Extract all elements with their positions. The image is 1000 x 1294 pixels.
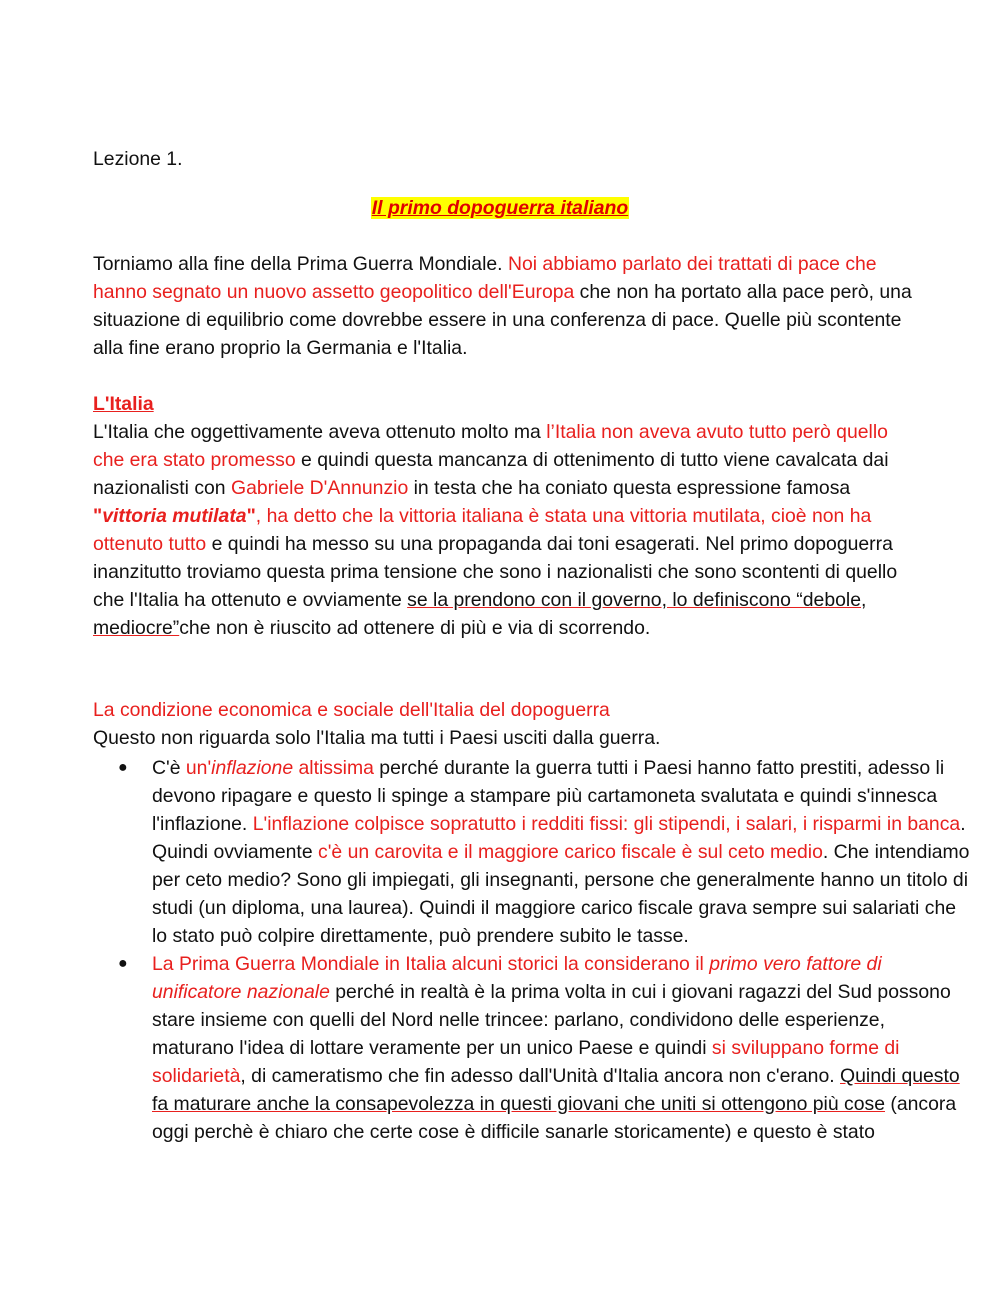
bullet-red: si sviluppano forme di solidarietà [152, 1037, 900, 1087]
intro-paragraph [93, 250, 913, 362]
italia-heading-text: L'Italia [93, 393, 154, 415]
bullet-icon: ● [118, 759, 128, 776]
economia-intro: Questo non riguarda solo l'Italia ma tutti i Paesi usciti dalla guerra. [93, 727, 661, 749]
dannunzio-name: Gabriele D'Annunzio [230, 477, 409, 499]
italia-paragraph [93, 418, 913, 642]
bullet-text: C'è [152, 757, 186, 779]
bullet-text: . Che intendiamo per ceto medio? Sono gli impiegati, gli insegnanti, persone che generalmente hanno un titolo di studi (un diploma, una laurea). Quindi il maggiore carico fiscale grava sempre sui salariati che lo stato può colpire direttamente, può prendere subito le tasse. [152, 841, 970, 947]
quote-mark: " [246, 505, 256, 527]
economia-bullet-list [93, 754, 972, 1146]
italia-red-explanation: , ha detto che la vittoria italiana è stata una vittoria mutilata, cioè non ha ottenuto tutto [93, 505, 872, 555]
intro-highlight: Noi abbiamo parlato dei trattati di pace che hanno segnato un nuovo assetto geopolitico dell'Europa [93, 253, 877, 303]
inflazione-term: inflazione [211, 757, 294, 779]
bullet-text: perché durante la guerra tutti i Paesi hanno fatto prestiti, adesso li devono ripagare e questo li spinge a stampare più cartamoneta svalutata e quindi s'innesca l'inflazione. [152, 757, 945, 835]
italia-text: e quindi ha messo su una propaganda dai toni esagerati. Nel primo dopoguerra inanzitutto troviamo questa prima tensione che sono i nazionalisti che sono scontenti di quello che l'Italia ha ottenuto e ovviamente [93, 533, 898, 611]
bullet-text: perché in realtà è la prima volta in cui i giovani ragazzi del Sud possono stare insieme con quelli del Nord nelle trincee: parlano, condividono delle esperienze, maturano l'idea di lottare veramente per un unico Paese e quindi [152, 981, 951, 1059]
italia-text: in testa che ha coniato questa espressione famosa [408, 477, 851, 499]
bullet-red: c'è un carovita e il maggiore carico fiscale è sul ceto medio [318, 841, 823, 863]
list-item [118, 950, 972, 1146]
economia-heading-text: La condizione economica e sociale dell'Italia del dopoguerra [93, 699, 610, 721]
bullet-red: un' [185, 757, 212, 779]
italia-text: L'Italia che oggettivamente aveva ottenuto molto ma [93, 421, 547, 443]
italia-red-promise: l’Italia non aveva avuto tutto però quello che era stato promesso [93, 421, 888, 471]
bullet-red-italic: primo vero fattore di unificatore nazionale [152, 953, 882, 1003]
underlined-governo: se la prendono con il governo, lo definiscono “debole, mediocre” [93, 589, 867, 639]
document-title [0, 194, 1000, 222]
bullet-text: , di cameratismo che fin adesso dall'Unità d'Italia ancora non c'erano. [240, 1065, 841, 1087]
quote-mark: " [93, 505, 103, 527]
intro-text: Torniamo alla fine della Prima Guerra Mondiale. [93, 253, 508, 275]
italia-heading [93, 390, 913, 418]
list-item [118, 754, 972, 950]
bullet-red: altissima [293, 757, 374, 779]
bullet-text: (ancora oggi perchè è chiaro che certe cose è difficile sanarle storicamente) e questo è stato [152, 1093, 957, 1143]
italia-text: che non è riuscito ad ottenere di più e via di scorrendo. [179, 617, 651, 639]
italia-text: e quindi questa mancanza di ottenimento di tutto viene cavalcata dai nazionalisti con [93, 449, 889, 499]
vittoria-mutilata: vittoria mutilata [102, 505, 247, 527]
intro-text-end: che non ha portato alla pace però, una situazione di equilibrio come dovrebbe essere in una conferenza di pace. Quelle più scontente alla fine erano proprio la Germania e l'Italia. [93, 281, 912, 359]
bullet-icon: ● [118, 955, 128, 972]
bullet-red: La Prima Guerra Mondiale in Italia alcuni storici la considerano il [152, 953, 710, 975]
title-text: Il primo dopoguerra italiano [371, 197, 629, 219]
underlined-consapevolezza: Quindi questo fa maturare anche la consapevolezza in questi giovani che uniti si ottengono più cose [152, 1065, 960, 1115]
bullet-red: L'inflazione colpisce sopratutto i redditi fissi: gli stipendi, i salari, i risparmi in banca [252, 813, 961, 835]
economia-heading [93, 696, 913, 724]
bullet-text: . Quindi ovviamente [152, 813, 966, 863]
lesson-label: Lezione 1. [93, 148, 183, 170]
